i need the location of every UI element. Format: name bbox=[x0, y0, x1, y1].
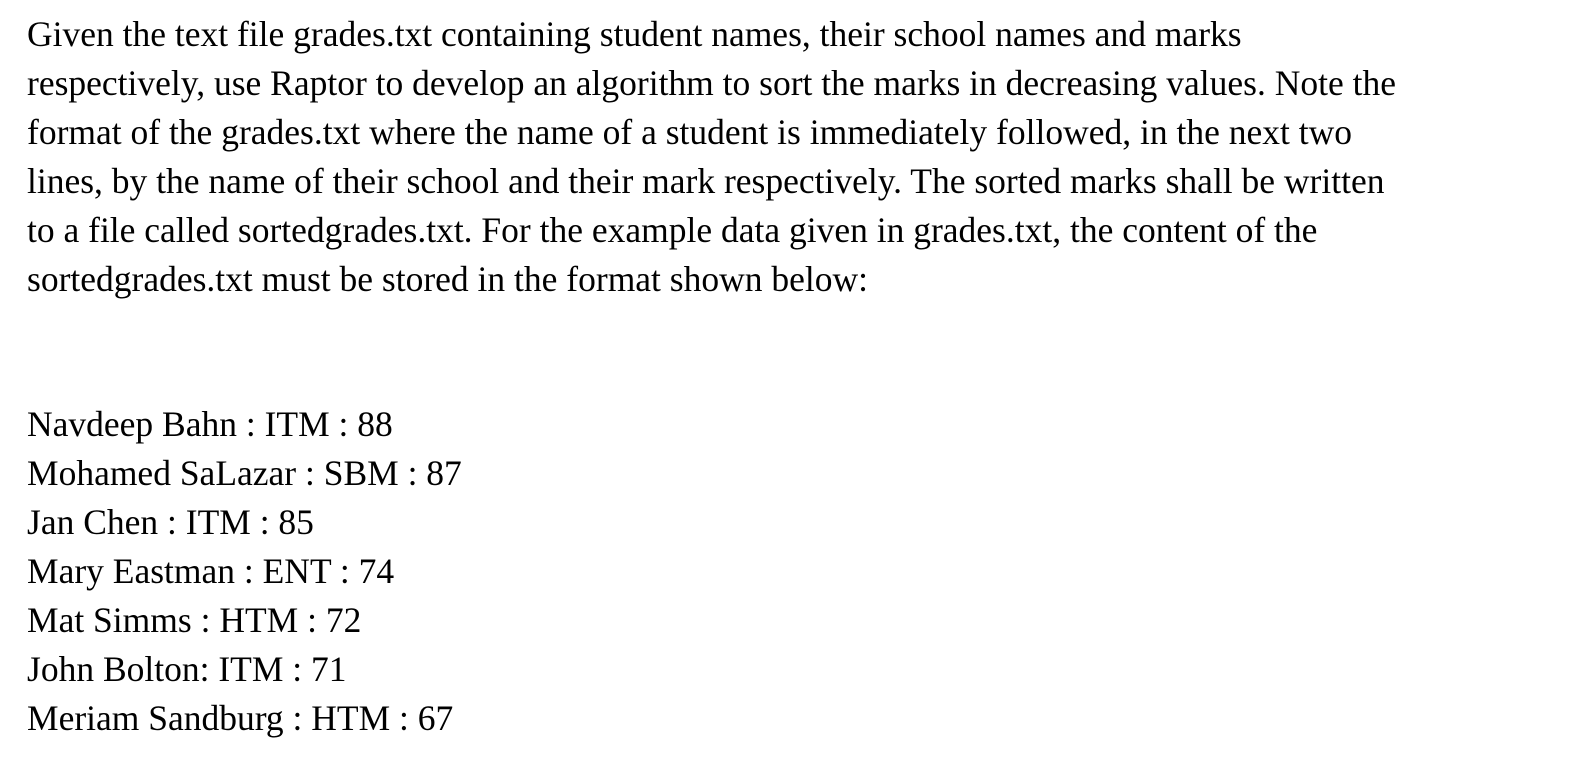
paragraph-line: respectively, use Raptor to develop an algorithm to sort the marks in decreasing values. Note the bbox=[27, 63, 1396, 103]
document-page bbox=[27, 10, 1567, 738]
sorted-output-line: Mary Eastman : ENT : 74 bbox=[27, 551, 395, 591]
instructions-paragraph bbox=[27, 10, 1567, 304]
sorted-output-line: Jan Chen : ITM : 85 bbox=[27, 502, 314, 542]
paragraph-line: Given the text file grades.txt containing student names, their school names and marks bbox=[27, 14, 1242, 54]
sorted-output-list bbox=[27, 400, 462, 743]
sorted-output-line: Mohamed SaLazar : SBM : 87 bbox=[27, 453, 462, 493]
sorted-output-line: Navdeep Bahn : ITM : 88 bbox=[27, 404, 393, 444]
paragraph-line: format of the grades.txt where the name of a student is immediately followed, in the next two bbox=[27, 112, 1352, 152]
sorted-output-line: Meriam Sandburg : HTM : 67 bbox=[27, 698, 454, 738]
sorted-output-line: Mat Simms : HTM : 72 bbox=[27, 600, 362, 640]
paragraph-line: to a file called sortedgrades.txt. For the example data given in grades.txt, the content of the bbox=[27, 210, 1318, 250]
sorted-output-line: John Bolton: ITM : 71 bbox=[27, 649, 347, 689]
paragraph-line: sortedgrades.txt must be stored in the format shown below: bbox=[27, 259, 868, 299]
paragraph-line: lines, by the name of their school and their mark respectively. The sorted marks shall be written bbox=[27, 161, 1385, 201]
